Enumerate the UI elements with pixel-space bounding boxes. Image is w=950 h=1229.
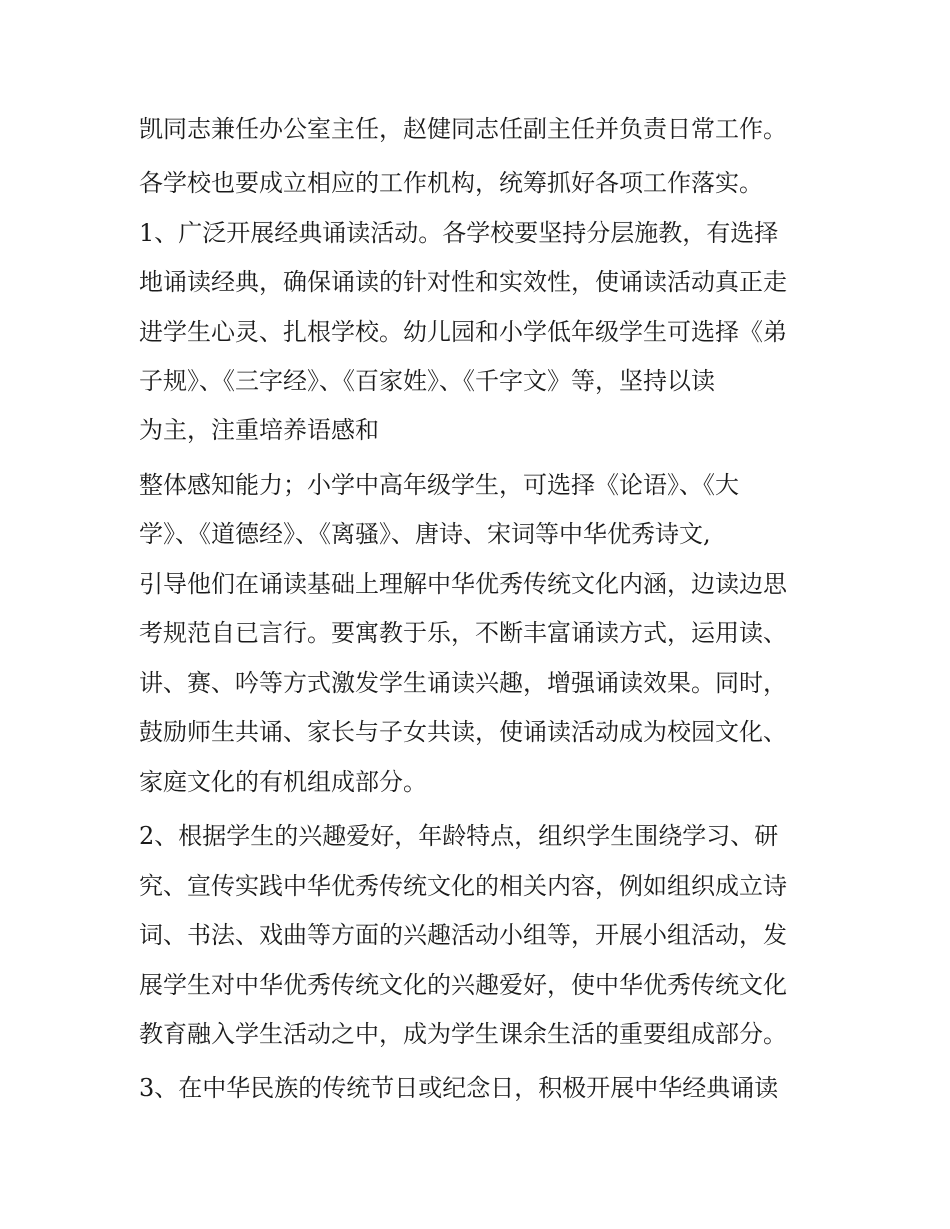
text-line: 究、宣传实践中华优秀传统文化的相关内容，例如组织成立诗: [139, 872, 787, 900]
text-line: 子规》、《三字经》、《百家姓》、《千字文》等，坚持以读: [139, 367, 715, 395]
text-line: 1、广泛开展经典诵读活动。各学校要坚持分层施教，有选择: [139, 219, 779, 247]
text-line: 词、书法、戏曲等方面的兴趣活动小组等，开展小组活动，发: [139, 921, 787, 949]
text-line: 地诵读经典，确保诵读的针对性和实效性，使诵读活动真正走: [139, 268, 787, 296]
text-line: 家庭文化的有机组成部分。: [139, 768, 427, 796]
text-line: 进学生心灵、扎根学校。幼儿园和小学低年级学生可选择《弟: [139, 318, 787, 346]
text-line: 引导他们在诵读基础上理解中华优秀传统文化内涵，边读边思: [139, 570, 787, 598]
text-line: 展学生对中华优秀传统文化的兴趣爱好，使中华优秀传统文化: [139, 971, 787, 999]
text-line: 学》、《道德经》、《离骚》、唐诗、宋词等中华优秀诗文,: [139, 520, 711, 548]
text-line: 为主，注重培养语感和: [139, 416, 379, 444]
text-line: 考规范自已言行。要寓教于乐，不断丰富诵读方式，运用读、: [139, 619, 787, 647]
text-line: 鼓励师生共诵、家长与子女共读，使诵读活动成为校园文化、: [139, 718, 787, 746]
text-line: 教育融入学生活动之中，成为学生课余生活的重要组成部分。: [139, 1020, 787, 1048]
text-line: 整体感知能力；小学中高年级学生，可选择《论语》、《大: [139, 471, 739, 499]
text-line: 讲、赛、吟等方式激发学生诵读兴趣，增强诵读效果。同时，: [139, 669, 787, 697]
text-line: 各学校也要成立相应的工作机构，统筹抓好各项工作落实。: [139, 169, 763, 197]
text-line: 凯同志兼任办公室主任，赵健同志任副主任并负责日常工作。: [139, 115, 787, 143]
text-line: 3、在中华民族的传统节日或纪念日，积极开展中华经典诵读: [139, 1074, 779, 1102]
text-line: 2、根据学生的兴趣爱好，年龄特点，组织学生围绕学习、研: [139, 822, 779, 850]
